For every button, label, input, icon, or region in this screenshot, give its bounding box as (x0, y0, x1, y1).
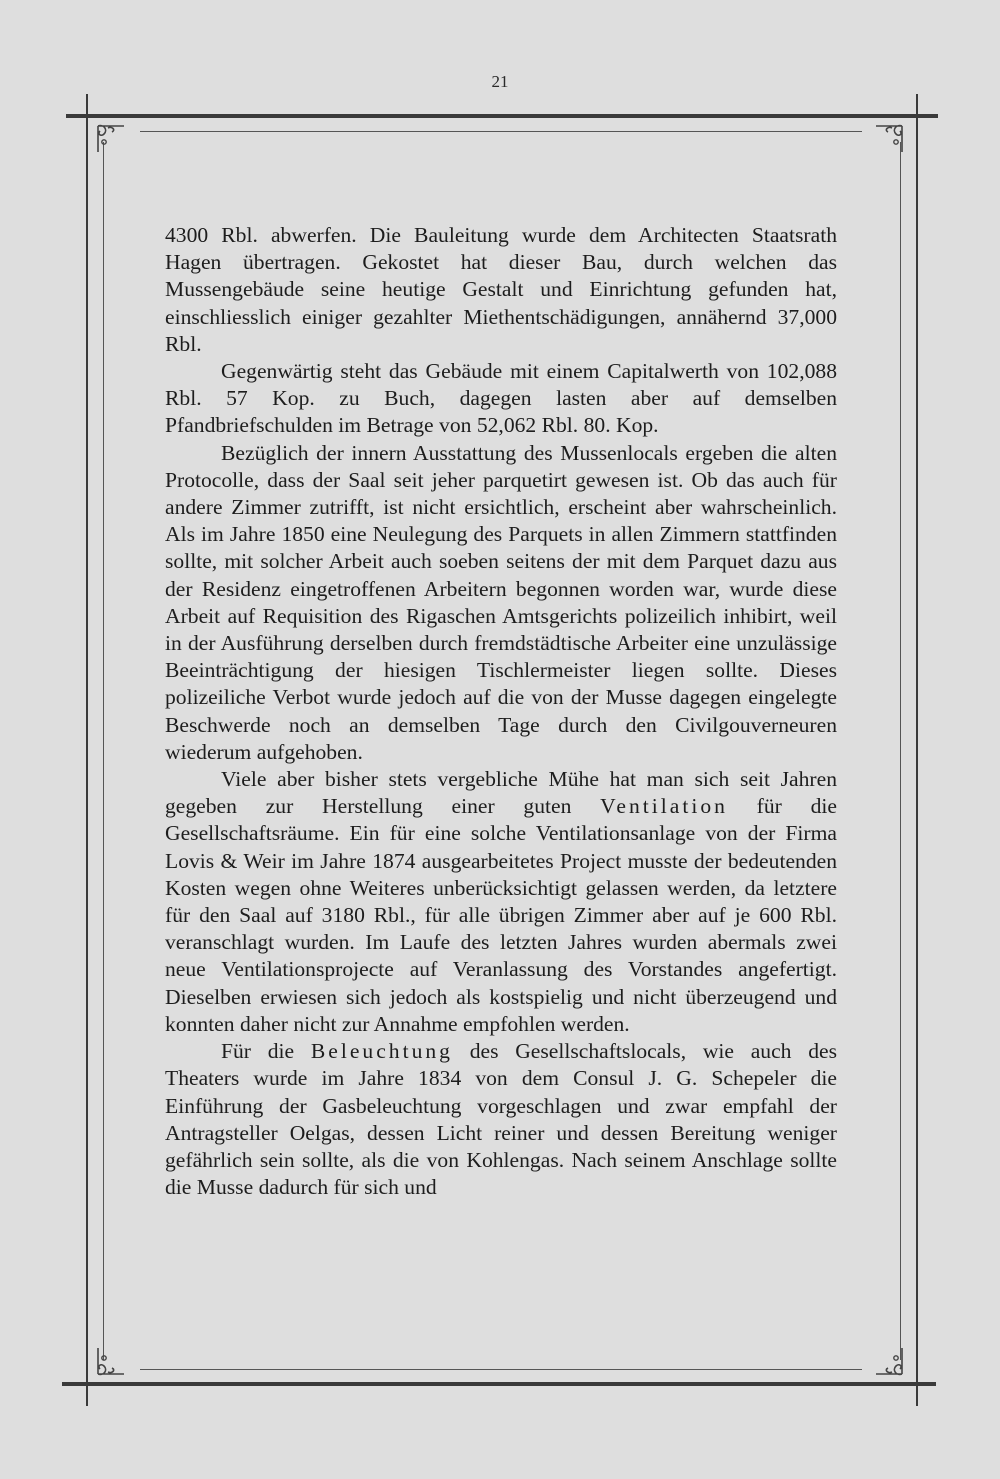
inner-frame-top-rule (140, 131, 862, 132)
ornament-top-right-icon (872, 122, 906, 156)
text-segment: für die Gesellschaftsräume. Ein für eine solche Ventilationsanlage von der Firma Lovis & Weir im Jahre 1874 ausgearbeitetes Project musste der bedeutenden Kosten wegen ohne Weiteres unberücksichtigt gelassen werden, da letztere für den Saal auf 3180 Rbl., für alle übrigen Zimmer aber auf je 600 Rbl. veranschlagt wurden. Im Laufe des letzten Jahres wurden abermals zwei neue Ventilationsprojecte auf Veranlassung des Vorstandes angefertigt. Dieselben erwiesen sich jedoch als kostspielig und nicht überzeugend und konnten daher nicht zur Annahme empfohlen werden. (165, 794, 837, 1036)
spaced-emphasis: Beleuchtung (310, 1039, 453, 1064)
text-segment: Gegenwärtig steht das Gebäude mit einem Capitalwerth von 102,088 Rbl. 57 Kop. zu Buch, dagegen lasten aber auf demselben Pfandbriefschulden im Betrage von 52,062 Rbl. 80. Kop. (165, 359, 837, 438)
text-segment: Bezüglich der innern Ausstattung des Mussenlocals ergeben die alten Protocolle, dass der Saal seit jeher parquetirt gewesen ist. Ob das auch für andere Zimmer zutrifft, ist nicht ersichtlich, erscheint aber wahrscheinlich. Als im Jahre 1850 eine Neulegung des Parquets in allen Zimmern stattfinden sollte, mit solcher Arbeit auch soeben seitens der mit dem Parquet dazu aus der Residenz eingetroffenen Arbeitern begonnen worden war, wurde diese Arbeit auf Requisition des Rigaschen Amtsgerichts polizeilich inhibirt, weil in der Ausführung derselben durch fremdstädtische Arbeiter eine unzulässige Beeinträchtigung der hiesigen Tischlermeister liegen sollte. Dieses polizeiliche Verbot wurde jedoch auf die von der Musse dagegen eingelegte Beschwerde noch an demselben Tage durch den Civilgouverneuren wiederum aufgehoben. (165, 440, 837, 764)
frame-left-rule (86, 94, 88, 1406)
paragraph (165, 440, 837, 766)
ornament-bottom-right-icon (872, 1344, 906, 1378)
frame-bottom-rule (62, 1382, 936, 1386)
paragraph (165, 222, 837, 358)
text-segment: 4300 Rbl. abwerfen. Die Bauleitung wurde dem Architecten Staatsrath Hagen übertragen. Gekostet hat dieser Bau, durch welchen das Mussengebäude seine heutige Gestalt und Einrichtung gefunden hat, einschliesslich einiger gezahlter Miethentschädigungen, annähernd 37,000 Rbl. (165, 223, 837, 356)
page-number: 21 (491, 72, 509, 91)
paragraph (165, 766, 837, 1038)
ornament-top-left-icon (94, 122, 128, 156)
ornament-bottom-left-icon (94, 1344, 128, 1378)
frame-right-rule (916, 94, 918, 1406)
text-segment: Viele aber bisher stets vergebliche Mühe hat man sich seit Jahren gegeben zur Herstellung einer guten (165, 767, 837, 819)
spaced-emphasis: Ventilation (600, 794, 728, 819)
paragraph (165, 358, 837, 440)
body-text (165, 222, 837, 1201)
inner-frame-bottom-rule (140, 1369, 862, 1370)
text-segment: Für die (221, 1039, 311, 1064)
paragraph (165, 1038, 837, 1201)
frame-top-rule (66, 114, 938, 118)
text-segment: des Gesellschaftslocals, wie auch des Theaters wurde im Jahre 1834 von dem Consul J. G. Schepeler die Einführung der Gasbeleuchtung vorgeschlagen und zwar empfahl der Antragsteller Oelgas, dessen Licht reiner und dessen Bereitung weniger gefährlich sein sollte, als die von Kohlengas. Nach seinem Anschlage sollte die Musse dadurch für sich und (165, 1039, 837, 1200)
